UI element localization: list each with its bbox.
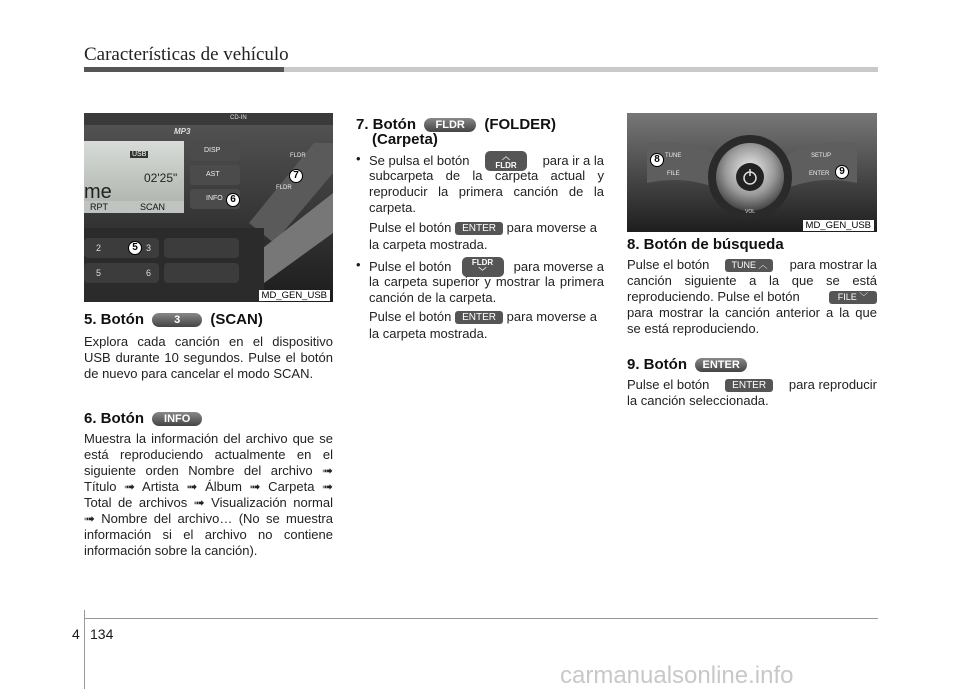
sec7-heading-text: 7. Botón <box>356 116 416 133</box>
preset-5[interactable]: 5 <box>96 268 102 278</box>
callout-7: 7 <box>289 169 303 183</box>
b2-pre: Pulse el botón <box>369 259 452 274</box>
vol-label: VOL <box>745 209 756 215</box>
sec8-heading: 8. Botón de búsqueda <box>627 236 784 253</box>
sec7-bullet-1-enter-rest: la carpeta mostrada. <box>369 237 488 252</box>
fldr-up-key: ︿ FLDR <box>485 151 527 171</box>
figure-right-photo <box>627 113 877 232</box>
sec7-bullet-2-rest: la carpeta superior y mostrar la primera canción de la carpeta. <box>369 274 604 305</box>
footer-vline <box>84 610 85 689</box>
figure-left-photo <box>84 113 333 302</box>
audio-unit-illustration <box>84 113 333 302</box>
fldr-up-button[interactable]: FLDR <box>290 153 306 159</box>
sec9-heading <box>627 356 747 373</box>
sec9-l1-pre: Pulse el botón <box>627 377 710 392</box>
setup-label[interactable]: SETUP <box>811 153 832 159</box>
key-info-badge: INFO <box>152 412 202 426</box>
sec7-bullet-2-enter <box>369 309 604 325</box>
sec5-heading-suffix: (SCAN) <box>210 311 263 328</box>
file-key: FILE ﹀ <box>829 291 877 304</box>
info-button[interactable]: INFO <box>206 195 223 202</box>
b2-enter-post: para moverse a <box>506 309 597 324</box>
sec6-text: Muestra la información del archivo que se está reproduciendo actualmente en el siguiente orden Nombre del archivo ➟ Título ➟ Artista ➟ Álbum ➟ Carpeta ➟ Total de archivos ➟ Visualización normal ➟ Nombre del archivo… (No se muestra información si el archivo no contiene información sobre la canción). <box>84 431 333 558</box>
callout-6: 6 <box>226 193 240 207</box>
tune-key: TUNE ︿ <box>725 259 773 272</box>
fldr-down-key: FLDR ﹀ <box>462 257 504 277</box>
sec7-bullet-2-enter-rest: la carpeta mostrada. <box>369 326 488 341</box>
footer-chapter: 4 <box>72 626 80 642</box>
tune-label[interactable]: TUNE <box>665 153 682 159</box>
lcd-track: me <box>84 181 112 203</box>
lcd-rpt: RPT <box>90 202 108 212</box>
fldr-down-button[interactable]: FLDR <box>276 185 292 191</box>
callout-8: 8 <box>650 153 664 167</box>
preset-2[interactable]: 2 <box>96 243 102 253</box>
sec8-line3 <box>627 289 877 305</box>
lcd-time: 02'25" <box>144 171 178 185</box>
key-3-badge: 3 <box>152 313 202 327</box>
sec9-line1 <box>627 377 877 393</box>
disp-button[interactable]: DISP <box>204 147 221 154</box>
b1-enter-pre: Pulse el botón <box>369 220 452 235</box>
b2-enter-pre: Pulse el botón <box>369 309 452 324</box>
footer-rule <box>84 618 878 619</box>
sec8-l1-pre: Pulse el botón <box>627 257 710 272</box>
sec8-line2: canción siguiente a la que se está <box>627 273 877 288</box>
enter-key-3: ENTER <box>725 379 773 392</box>
key-fldr-badge: FLDR <box>424 118 476 132</box>
enter-key-1: ENTER <box>455 222 503 235</box>
footer-page-number: 134 <box>90 626 114 642</box>
sec9-line2: la canción seleccionada. <box>627 393 769 408</box>
callout-5: 5 <box>128 241 142 255</box>
sec7-bullet-1-rest: subcarpeta de la carpeta actual y reproducir la primera canción de la carpeta. <box>369 168 604 215</box>
preset-3[interactable]: 3 <box>146 243 152 253</box>
page-header-title: Características de vehículo <box>84 44 289 65</box>
sec7-bullet-2-dot: • <box>356 257 361 272</box>
sec5-text: Explora cada canción en el dispositivo USB durante 10 segundos. Pulse el botón de nuevo para cancelar el modo SCAN. <box>84 334 333 381</box>
preset-6[interactable]: 6 <box>146 268 152 278</box>
enter-label[interactable]: ENTER <box>809 171 830 177</box>
sec9-l1-post: para reproducir <box>788 377 877 392</box>
tune-key-label: TUNE <box>731 259 756 270</box>
sec7-heading-line2: (Carpeta) <box>372 131 438 148</box>
ast-button[interactable]: AST <box>206 171 220 178</box>
file-key-label: FILE <box>837 291 857 302</box>
b1-pre: Se pulsa el botón <box>369 153 470 168</box>
sec8-line4: para mostrar la canción anterior a la que se está reproduciendo. <box>627 305 877 336</box>
watermark: carmanualsonline.info <box>560 662 794 689</box>
sec7-heading-suffix: (FOLDER) <box>484 116 556 133</box>
lcd-usb-label: USB <box>132 151 147 158</box>
sec5-heading-text: 5. Botón <box>84 311 144 328</box>
cd-in-label: CD-IN <box>230 115 247 121</box>
sec7-bullet-1-enter <box>369 220 604 236</box>
file-label[interactable]: FILE <box>667 171 680 177</box>
b2-post: para moverse a <box>513 259 604 274</box>
key-enter-badge: ENTER <box>695 358 747 372</box>
lcd-scan: SCAN <box>140 202 166 212</box>
sec8-line1 <box>627 257 877 273</box>
sec5-heading <box>84 311 263 328</box>
sec8-l3-pre: reproduciendo. Pulse el botón <box>627 289 800 304</box>
b1-enter-post: para moverse a <box>506 220 597 235</box>
enter-key-2: ENTER <box>455 311 503 324</box>
sec8-l1-post: para mostrar la <box>789 257 877 272</box>
figure-right-caption: MD_GEN_USB <box>803 220 874 231</box>
fldr-up-key-label: FLDR <box>495 161 517 170</box>
sec7-bullet-1-dot: • <box>356 151 361 166</box>
callout-9: 9 <box>835 165 849 179</box>
b1-post: para ir a la <box>542 153 604 168</box>
sec9-heading-text: 9. Botón <box>627 356 687 373</box>
sec6-heading-text: 6. Botón <box>84 410 144 427</box>
header-rule-accent <box>84 67 284 72</box>
fldr-down-key-label: FLDR <box>471 258 494 267</box>
sec6-heading <box>84 410 202 427</box>
figure-left-caption: MD_GEN_USB <box>259 290 330 301</box>
mp3-logo: MP3 <box>174 127 191 136</box>
